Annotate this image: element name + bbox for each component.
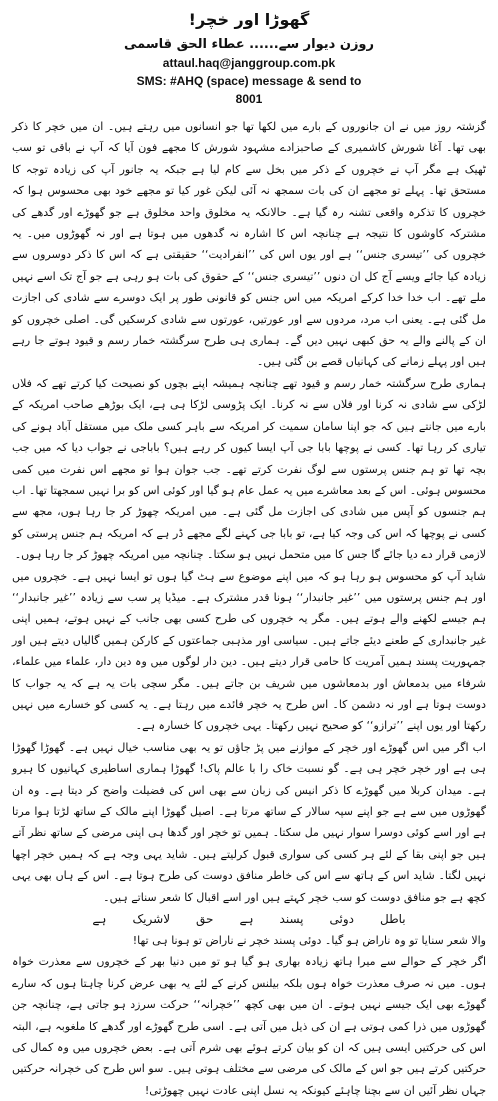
paragraph: شاید آپ کو محسوس ہو رہا ہو کہ میں اپنے موضوع سے ہٹ گیا ہوں تو ایسا نہیں ہے۔ خچروں میں اور ہم جنس پرستوں میں ’’غیر جانبدار‘‘ ہونا قدر مشترک ہے۔ میڈیا پر سب سے زیادہ ’’غیر جانبدار‘‘ ہم جیسے لکھنے والے ہوتے ہیں۔ مگر یہ خچروں کی طرح کسی بھی جانب کے نہیں ہوتے، ہمیں اپنی غیر جانبداری کے طعنے دیئے جاتے ہیں۔ سیاسی اور مذہبی جماعتوں کے کارکن ہمیں گالیاں دیتے ہیں اور جمہوریت پسند ہمیں آمریت کا حامی قرار دیتے ہیں۔ دین دار لوگوں میں وہ دین دار، علماء میں علماء، شرفاء میں بدمعاش اور بدمعاشوں میں شریف بن جاتے ہیں۔ مگر سچی بات یہ ہے کہ یہ جواب کا دوست ہوتا ہے اور نہ دشمن کا۔ اس طرح یہ خچر فائدے میں رہتا ہے۔ یہ کسی کو خسارے میں نہیں رکھتا اور یوں اپنے ’’ترازو‘‘ کو صحیح نہیں رکھتا۔ یہی خچروں کا خسارہ ہے۔ xyxy=(12,569,486,733)
article-body xyxy=(12,116,486,1101)
poetry-verse xyxy=(12,908,486,930)
column-name: روزن دیوار سے...... عطاء الحق قاسمی xyxy=(124,37,374,52)
verse-word: ہے xyxy=(92,912,107,927)
paragraph: ہماری طرح سرگشتہ خمار رسم و قیود تھے چنانچہ ہمیشہ اپنے بچوں کو نصیحت کیا کرتے تھے کہ فلاں لڑکی سے شادی نہ کرنا اور فلاں سے نہ کرنا۔ ایک پڑوسی لڑکا ہی ہے، ایک بوڑھے صاحب امریکہ کے بارے میں جانتے ہیں کہ جو اپنا سامان سمیت کر امریکہ سے باہر کسی ملک میں مستقل آباد ہونے کی تیاری کر رہا تھا۔ کسی نے پوچھا بابا جی آپ ایسا کیوں کر رہے ہیں؟ باباجی نے جواب دیا کہ میں جب بچہ تھا تو ہم جنس پرستوں سے لوگ نفرت کرتے تھے۔ جب جوان ہوا تو مجھے اس نفرت میں کمی محسوس ہوئی۔ اس کے بعد معاشرے میں یہ عمل عام ہو گیا اور کوئی اس کو برا نہیں سمجھتا تھا۔ اب ہم جنسوں کو آپس میں شادی کی اجازت مل گئی ہے۔ میں امریکہ چھوڑ کر جا رہا ہوں، مجھ سے کسی نے پوچھا کہ اس کی وجہ کیا ہے، تو بابا جی کہنے لگے مجھے ڈر ہے کہ امریکہ ہم جنس پرستی کو لازمی قرار دے دیا جائے گا جس کا میں متحمل نہیں ہو سکتا۔ چنانچہ میں امریکہ چھوڑ کر جا رہا ہوں۔ xyxy=(12,376,486,562)
paragraph: والا شعر سنایا تو وہ ناراض ہو گیا۔ دوئی پسند خچر نے ناراض تو ہونا ہی تھا! xyxy=(132,934,486,948)
byline xyxy=(124,36,374,108)
verse-word: پسند xyxy=(279,912,304,927)
verse-word: دوئی xyxy=(329,912,354,927)
author-email: attaul.haq@janggroup.com.pk xyxy=(162,56,336,70)
verse-word: ہے xyxy=(239,912,254,927)
paragraph: اگر خچر کے حوالے سے میرا ہاتھ زیادہ بھاری ہو گیا ہو تو میں دنیا بھر کے خچروں سے معذرت خواہ ہوں۔ میں نہ صرف معذرت خواہ ہوں بلکہ بیلنس کرنے کے لئے یہ بھی عرض کرنا چاہتا ہوں کہ سارے گھوڑے بھی ایک جیسے نہیں ہوتے۔ ان میں بھی کچھ ’’خچرانہ‘‘ حرکت سرزد ہو جاتی ہے، چنانچہ جن گھوڑوں میں ذرا کمی ہوتی ہے ان کی ذیل میں آتی ہے۔ اسی طرح گھوڑے اور گدھے کا ملغوبہ ہے، البتہ اس کی حرکتیں ایسی ہیں کہ ان کو بیان کرتے ہوئے بھی شرم آتی ہے۔ بعض خچروں میں وہ کمال کی حرکتیں کرتے ہیں جو اس کے مالک کی مرضی سے مختلف ہوتی ہیں۔ سو اس طرح کی خچرانہ حرکتیں جہاں نظر آئیں ان سے بچنا چاہئے کیونکہ یہ نسل اپنی عادت نہیں چھوڑتی! xyxy=(12,955,486,1097)
paragraph: گزشتہ روز میں نے ان جانوروں کے بارے میں لکھا تھا جو انسانوں میں رہتے ہیں۔ ان میں خچر کا ذکر بھی تھا۔ آغا شورش کاشمیری کے صاحبزادے مشہود شورش کا مجھے فون آیا کہ آپ نے باقی تو سب ٹھیک ہے مگر آپ نے خچروں کے ذکر میں بخل سے کام لیا ہے جبکہ یہ جانور آپ کی زیادہ توجہ کا مستحق تھا۔ پہلے تو مجھے ان کی بات سمجھ نہ آئی لیکن غور کیا تو مجھے خود بھی محسوس ہوا کہ خچروں کا تذکرہ واقعی تشنہ رہ گیا ہے۔ حالانکہ یہ مخلوق واحد مخلوق ہے جو گھوڑے اور گدھے کی مشترکہ کاوشوں کا نتیجہ ہے چنانچہ اس کا اشارہ نہ گدھوں میں ہوتا ہے اور نہ گھوڑوں میں۔ یہ خچروں کی ’’تیسری جنس‘‘ ہے اور یوں اس کی ’’انفرادیت‘‘ حقیقتی ہے کہ اس کا ذکر دوسروں سے زیادہ کیا جائے ویسے آج کل ان دنوں ’’تیسری جنس‘‘ کے حقوق کی بات ہو رہی ہے جو آج تک اسے نہیں ملے تھے۔ اب خدا خدا کرکے امریکہ میں اس جنس کو قانونی طور پر ایک دوسرے سے شادی کی اجازت مل گئی ہے۔ یعنی اب مرد، مردوں سے اور عورتیں، عورتوں سے شادی کرسکیں گی۔ اصلی خچروں کو ان کے پالنے والے یہ حق کبھی نہیں دیں گے۔ ہماری ہی طرح سرگشتہ خمار رسم و قیود ہوتے جا رہے ہیں اور پہلے زمانے کی کہانیاں قصے بن گئی ہیں۔ xyxy=(12,120,486,369)
article-title: گھوڑا اور خچر! xyxy=(188,10,310,29)
paragraph: اب اگر میں اس گھوڑے اور خچر کے موازنے میں پڑ جاؤں تو یہ بھی مناسب خیال نہیں ہے۔ گھوڑا گھوڑا ہی ہے اور خچر خچر ہی ہے۔ گو نسبت خاک را با عالم پاک! گھوڑا ہماری اساطیری کہانیوں کا ہیرو ہے۔ میدان کربلا میں گھوڑے کا ذکر انیس کی زبان سے بھی اس کی فضیلت واضح کر دیتا ہے۔ وہ ان گھوڑوں میں سے ہے جو اپنے سپہ سالار کے ساتھ مرتا ہے۔ اصیل گھوڑا اپنے مالک کے ساتھ لڑتا ہوا مرتا ہے اور اسے کوئی دوسرا سوار نہیں مل سکتا۔ ہمیں تو خچر اور گدھا ہی اپنی مرضی کے ساتھ نظر آتے ہیں جو اپنی بقا کے لئے ہر کسی کی سواری قبول کرلیتے ہیں۔ شاید یہی وجہ ہے کہ ہمیں خچر اچھا نہیں لگتا۔ شاید اس کے ہاتھ سے اس کی خاطر منافق دوست کی طرح ہوتا ہے۔ اس کے ہاں بھی یہی کچھ ہے جو منافق دوست کو سب خچر کہتے ہیں اور اسے اقبال کا شعر سناتے ہیں۔ xyxy=(12,740,486,904)
verse-word: حق xyxy=(196,912,214,927)
verse-word: باطل xyxy=(380,912,406,927)
verse-word: لاشریک xyxy=(132,912,171,927)
sms-instructions: SMS: #AHQ (space) message & send to 8001 xyxy=(136,74,362,106)
